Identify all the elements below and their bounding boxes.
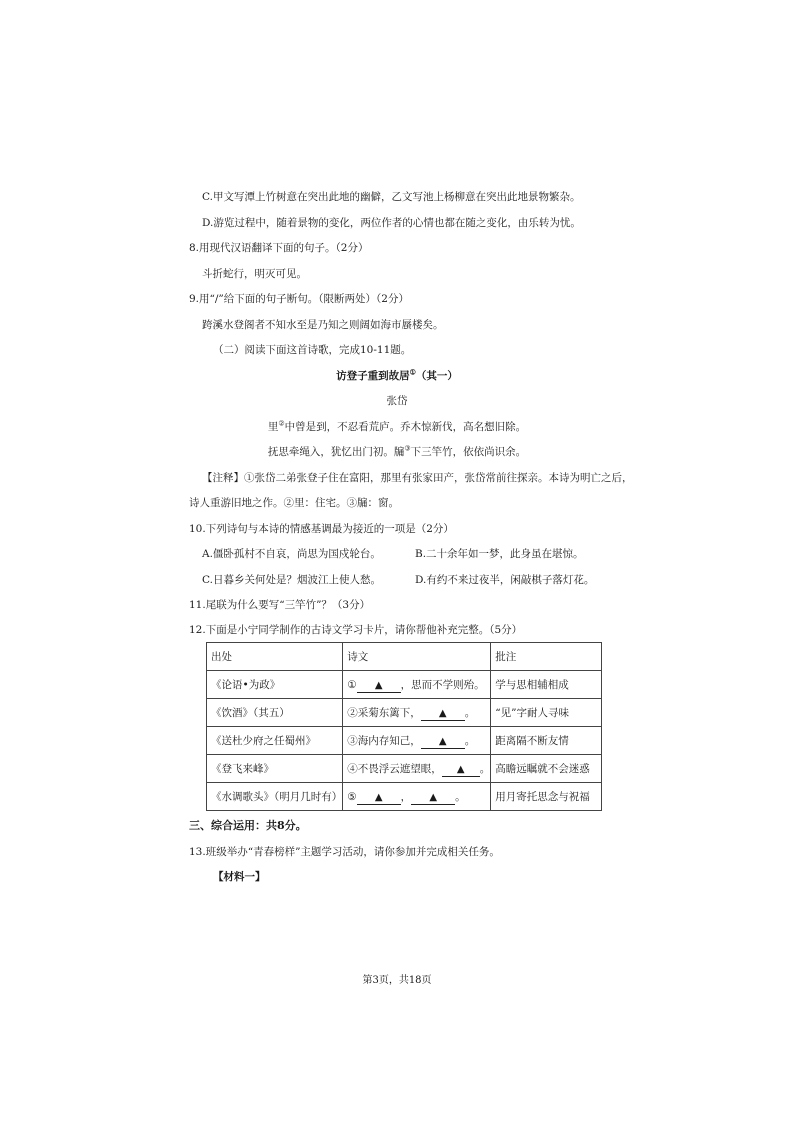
poem-notes-line-1: 【注释】①张岱二弟张登子住在富阳，那里有张家田产，张岱常前往探亲。本诗为明亡之后，: [202, 472, 633, 484]
row-note: 距离隔不断友情: [491, 727, 602, 755]
question-8: 8.用现代汉语翻译下面的句子。（2分）: [189, 242, 369, 254]
question-10: 10.下列诗句与本诗的情感基调最为接近的一项是（2分）: [189, 523, 454, 535]
question-13: 13.班级举办“青春榜样”主题学习活动，请你参加并完成相关任务。: [189, 846, 500, 858]
row-source: 《送杜少府之任蜀州》: [207, 727, 343, 755]
table-row: [207, 699, 602, 727]
poem-line-2: 抚思牵绳入，犹忆出门初。牖③下三竿竹，依依尚识余。: [267, 444, 527, 458]
question-11: 11.尾联为什么要写“三竿竹”？（3分）: [189, 599, 371, 611]
option-c: C.甲文写潭上竹树意在突出此地的幽僻，乙文写池上杨柳意在突出此地景物繁杂。: [202, 191, 581, 203]
poem-title: 访登子重到故居①（其一）: [336, 367, 458, 382]
triangle-icon: ▲: [374, 791, 383, 803]
answer-blank[interactable]: [357, 679, 401, 693]
table-row: [207, 783, 602, 811]
material-1-heading: 【材料一】: [213, 871, 266, 883]
row-verse: ③海内存知己， ▲ 。: [343, 727, 491, 755]
row-source: 《饮酒》（其五）: [207, 699, 343, 727]
study-card-table: [206, 642, 602, 811]
answer-blank[interactable]: [442, 763, 480, 777]
row-source: 《登飞来峰》: [207, 755, 343, 783]
section-3-heading: 三、综合运用：共8分。: [189, 819, 307, 832]
row-verse: ②采菊东篱下， ▲ 。: [343, 699, 491, 727]
row-source: 《水调歌头》（明月几时有）: [207, 783, 343, 811]
triangle-icon: ▲: [429, 791, 438, 803]
poem-author: 张岱: [386, 395, 408, 407]
triangle-icon: ▲: [438, 707, 447, 719]
row-note: 高瞻远瞩就不会迷惑: [491, 755, 602, 783]
table-row: [207, 755, 602, 783]
question-9-text: 跨溪水登阁者不知水至是乃知之则阔如海市蜃楼矣。: [202, 319, 444, 331]
answer-blank[interactable]: [421, 707, 465, 721]
triangle-icon: ▲: [456, 763, 465, 775]
header-verse: 诗文: [343, 643, 491, 671]
triangle-icon: ▲: [374, 679, 383, 691]
question-9: 9.用“/”给下面的句子断句。（限断两处）（2分）: [189, 293, 409, 305]
question-10-option-a: A.僵卧孤村不自哀，尚思为国戍轮台。: [202, 548, 381, 560]
table-header-row: [207, 643, 602, 671]
question-12: 12.下面是小宁同学制作的古诗文学习卡片，请你帮他补充完整。（5分）: [189, 624, 523, 636]
question-10-option-c: C.日暮乡关何处是？烟波江上使人愁。: [202, 574, 381, 586]
question-10-option-d: D.有约不来过夜半，闲敲棋子落灯花。: [415, 574, 595, 586]
row-note: 用月寄托思念与祝福: [491, 783, 602, 811]
row-note: “见”字耐人寻味: [491, 699, 602, 727]
poem-notes-line-2: 诗人重游旧地之作。②里：住宅。③牖：窗。: [189, 497, 399, 509]
question-8-text: 斗折蛇行，明灭可见。: [202, 268, 307, 280]
option-d: D.游览过程中，随着景物的变化，两位作者的心情也都在随之变化，由乐转为忧。: [202, 217, 581, 229]
answer-blank[interactable]: [411, 791, 455, 805]
header-source: 出处: [207, 643, 343, 671]
section-2-heading: （二）阅读下面这首诗歌，完成10-11题。: [213, 344, 412, 356]
header-note: 批注: [491, 643, 602, 671]
row-verse: ④不畏浮云遮望眼， ▲ 。: [343, 755, 491, 783]
question-10-option-b: B.二十余年如一梦，此身虽在堪惊。: [415, 548, 584, 560]
row-verse: ⑤ ▲ ， ▲ 。: [343, 783, 491, 811]
poem-line-1: 里②中曾是到，不忍看荒庐。乔木惊新伐，高名想旧除。: [267, 419, 527, 433]
page-footer: 第3页，共18页: [362, 975, 432, 986]
table-row: [207, 727, 602, 755]
row-note: 学与思相辅相成: [491, 671, 602, 699]
row-verse: ① ▲ ，思而不学则殆。: [343, 671, 491, 699]
table-row: [207, 671, 602, 699]
triangle-icon: ▲: [438, 735, 447, 747]
row-source: 《论语•为政》: [207, 671, 343, 699]
answer-blank[interactable]: [357, 791, 401, 805]
answer-blank[interactable]: [421, 735, 465, 749]
